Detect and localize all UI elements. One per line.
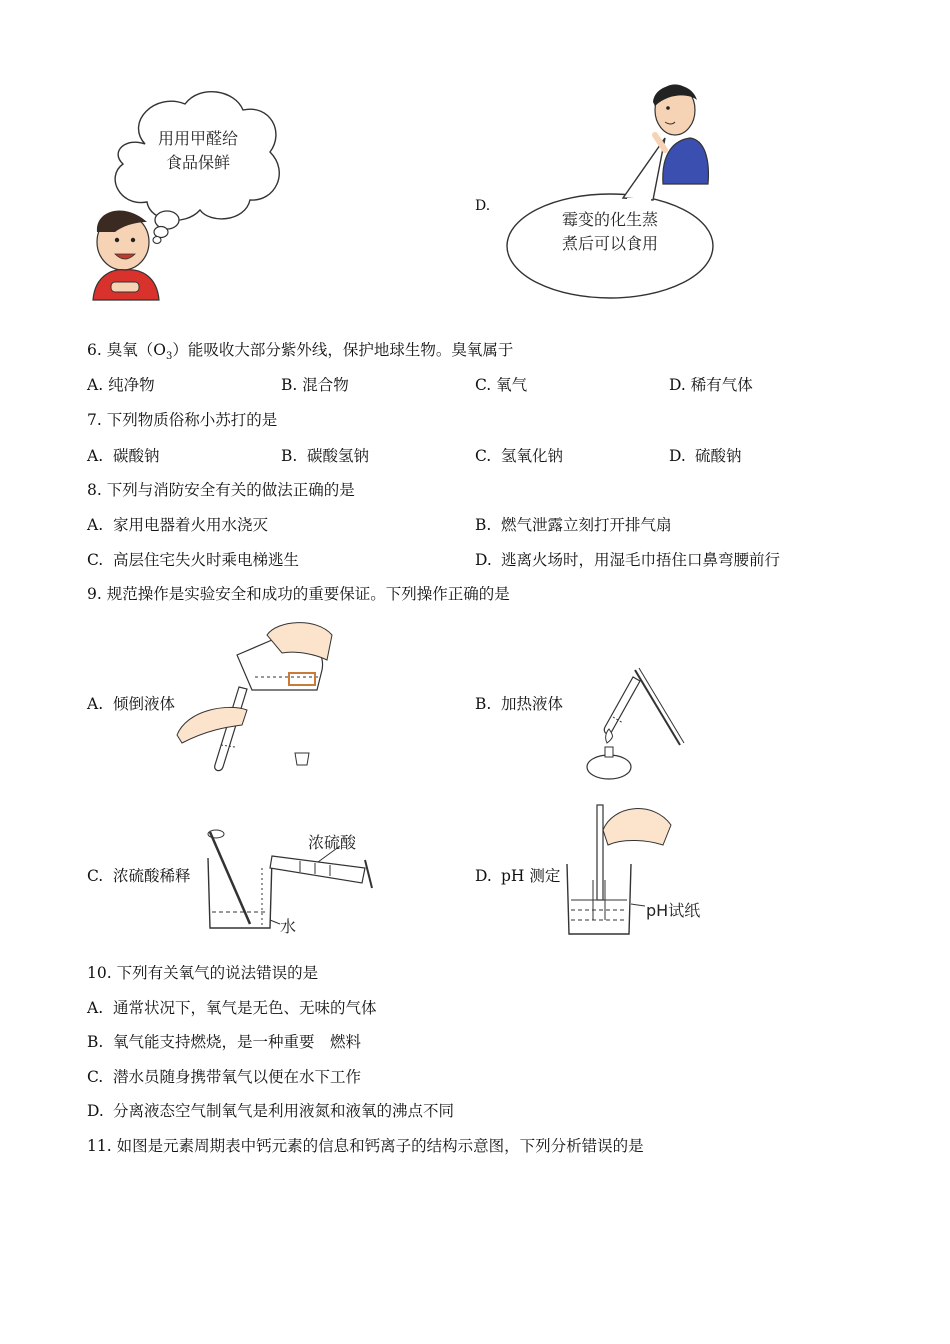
- fig-d-ph-paper-label: pH试纸: [646, 901, 701, 920]
- q8-option-c[interactable]: C. 高层住宅失火时乘电梯逃生: [87, 551, 300, 569]
- fig-c-acid-label: 浓硫酸: [308, 833, 357, 852]
- q11-stem: 11. 如图是元素周期表中钙元素的信息和钙离子的结构示意图，下列分析错误的是: [87, 1137, 644, 1155]
- thought-bubble-icon: [85, 82, 285, 307]
- q7-option-d[interactable]: D. 硫酸钠: [669, 447, 742, 465]
- q6-option-b[interactable]: B. 混合物: [281, 376, 349, 394]
- q7-option-b[interactable]: B. 碳酸氢钠: [281, 447, 370, 465]
- q9-stem: 9. 规范操作是实验安全和成功的重要保证。下列操作正确的是: [87, 585, 510, 603]
- q6-option-c[interactable]: C. 氧气: [475, 376, 528, 394]
- q8-stem: 8. 下列与消防安全有关的做法正确的是: [87, 481, 355, 499]
- q9-option-a[interactable]: A. 倾倒液体: [87, 695, 176, 713]
- option-d-letter: D.: [475, 198, 491, 214]
- q8-option-a[interactable]: A. 家用电器着火用水浇灭: [87, 516, 269, 534]
- q10-option-c[interactable]: C. 潜水员随身携带氧气以便在水下工作: [87, 1068, 362, 1086]
- q8-option-d[interactable]: D. 逃离火场时，用湿毛巾捂住口鼻弯腰前行: [475, 551, 781, 569]
- q6-stem: 6. 臭氧$(O_3)$能吸收大部分紫外线，保护地球生物。臭氧属于: [87, 341, 514, 363]
- q7-option-c[interactable]: C. 氢氧化钠: [475, 447, 564, 465]
- bubble-left-line1: 用用甲醛给: [157, 129, 238, 148]
- q9-option-d[interactable]: D. pH 测定: [475, 867, 561, 885]
- q10-stem: 10. 下列有关氧气的说法错误的是: [87, 964, 319, 982]
- q10-option-a[interactable]: A. 通常状况下，氧气是无色、无味的气体: [87, 999, 377, 1017]
- pouring-liquid-figure-icon: [177, 615, 337, 775]
- fig-c-water-label: 水: [280, 917, 297, 936]
- speech-bubble-icon: [505, 80, 720, 302]
- q7-stem: 7. 下列物质俗称小苏打的是: [87, 411, 278, 429]
- bubble-right-line1: 霉变的化生蒸: [561, 210, 658, 229]
- q10-option-d[interactable]: D. 分离液态空气制氧气是利用液氮和液氧的沸点不同: [87, 1102, 455, 1120]
- q8-option-b[interactable]: B. 燃气泄露立刻打开排气扇: [475, 516, 672, 534]
- q9-option-b[interactable]: B. 加热液体: [475, 695, 564, 713]
- cartoon-left: [85, 82, 285, 307]
- bubble-left-line2: 食品保鲜: [165, 153, 230, 172]
- q7-option-a[interactable]: A. 碳酸钠: [87, 447, 160, 465]
- cartoon-right: [505, 80, 720, 302]
- q6-option-a[interactable]: A. 纯净物: [87, 376, 155, 394]
- q10-option-b[interactable]: B. 氧气能支持燃烧，是一种重要 燃料: [87, 1033, 362, 1051]
- q9-option-c[interactable]: C. 浓硫酸稀释: [87, 867, 191, 885]
- heating-liquid-figure-icon: [565, 665, 685, 785]
- q6-option-d[interactable]: D. 稀有气体: [669, 376, 753, 394]
- bubble-right-line2: 煮后可以食用: [561, 234, 658, 253]
